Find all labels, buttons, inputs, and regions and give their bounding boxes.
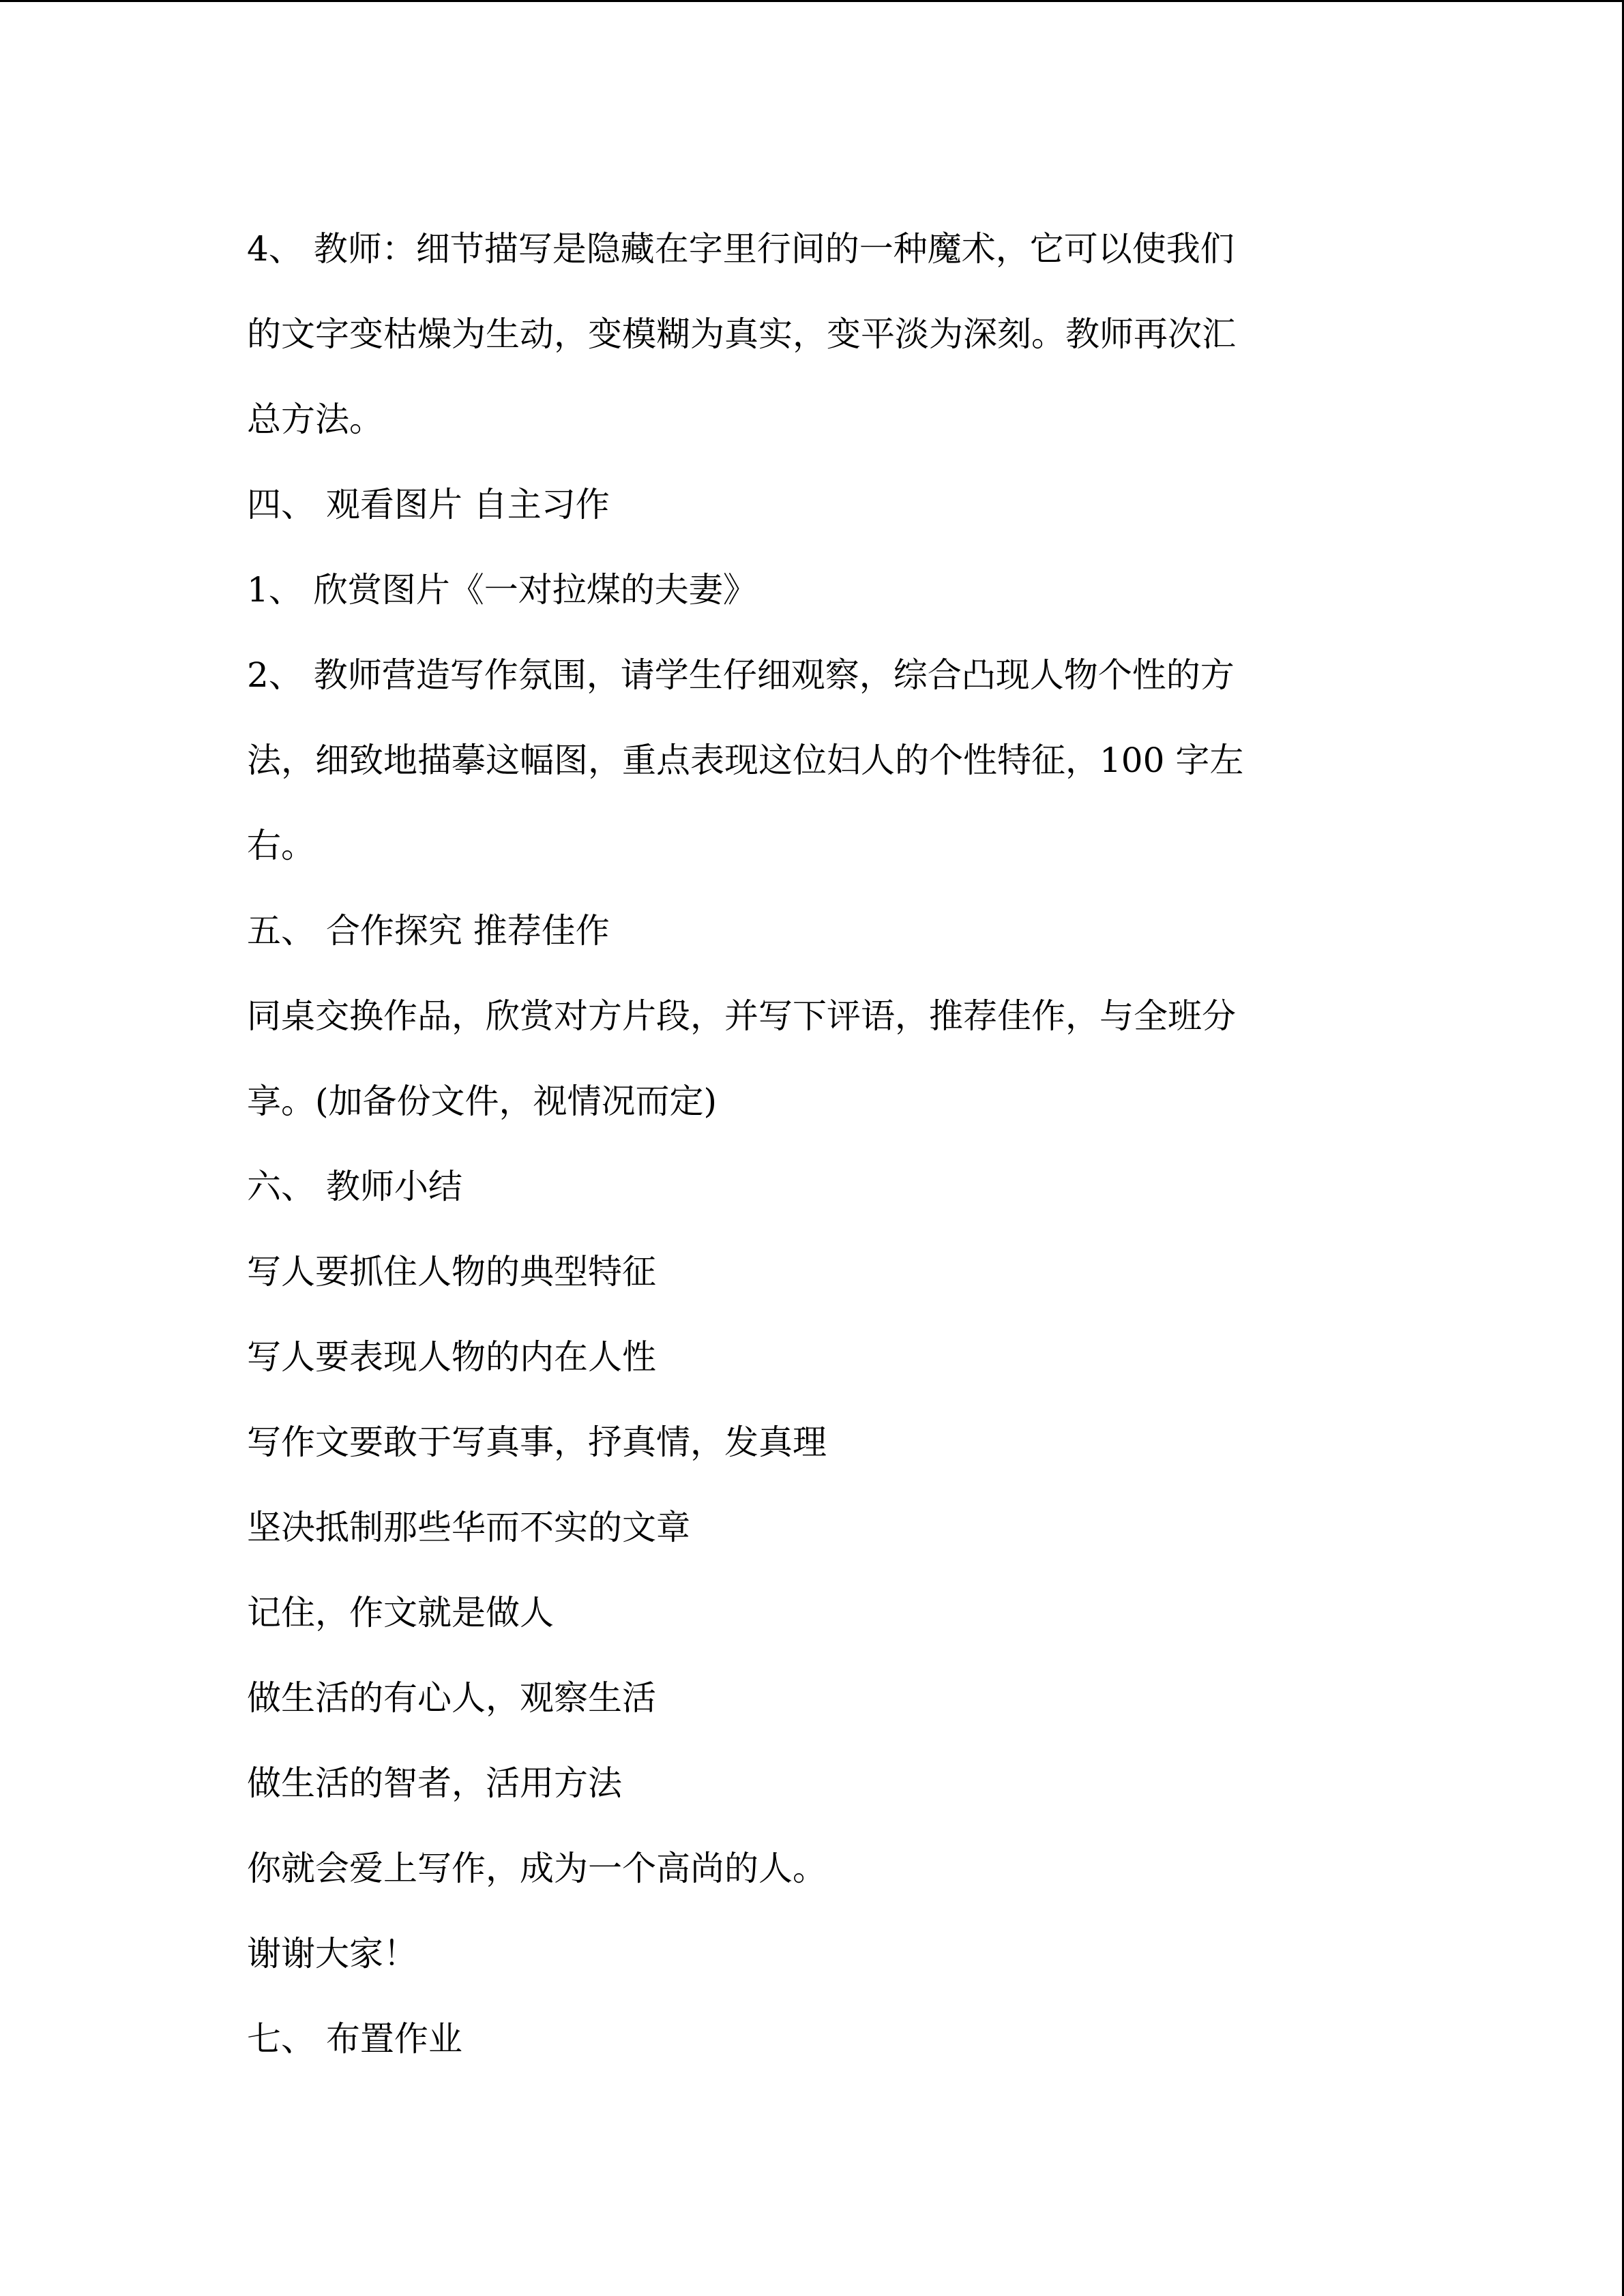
section-heading: 五、 合作探究 推荐佳作 (247, 911, 610, 951)
summary-line: 写人要抓住人物的典型特征 (247, 1252, 656, 1292)
text-line: 4、 教师：细节描写是隐藏在字里行间的一种魔术，它可以使我们 (247, 229, 1235, 269)
text-line: 总方法。 (247, 400, 383, 439)
text-line: 的文字变枯燥为生动，变模糊为真实，变平淡为深刻。教师再次汇 (247, 314, 1236, 354)
summary-line: 你就会爱上写作，成为一个高尚的人。 (247, 1849, 827, 1888)
summary-line: 坚决抵制那些华而不实的文章 (247, 1508, 690, 1547)
list-item: 1、 欣赏图片《一对拉煤的夫妻》 (247, 570, 757, 610)
summary-line: 记住，作文就是做人 (247, 1593, 554, 1632)
summary-line: 写作文要敢于写真事，抒真情，发真理 (247, 1422, 827, 1462)
summary-line: 谢谢大家！ (247, 1934, 417, 1973)
section-heading: 七、 布置作业 (247, 2019, 462, 2059)
summary-line: 做生活的智者，活用方法 (247, 1763, 622, 1803)
summary-line: 写人要表现人物的内在人性 (247, 1337, 656, 1377)
text-line: 同桌交换作品，欣赏对方片段，并写下评语，推荐佳作，与全班分 (247, 996, 1236, 1036)
text-line: 享。(加备份文件，视情况而定) (247, 1082, 718, 1121)
document-body (247, 207, 1393, 2082)
section-heading: 四、 观看图片 自主习作 (247, 485, 610, 524)
text-line: 右。 (247, 826, 315, 865)
list-item: 2、 教师营造写作氛围，请学生仔细观察，综合凸现人物个性的方 (247, 655, 1235, 695)
text-line: 法，细致地描摹这幅图，重点表现这位妇人的个性特征，100 字左 (247, 741, 1244, 780)
summary-line: 做生活的有心人，观察生活 (247, 1678, 656, 1718)
section-heading: 六、 教师小结 (247, 1167, 462, 1206)
